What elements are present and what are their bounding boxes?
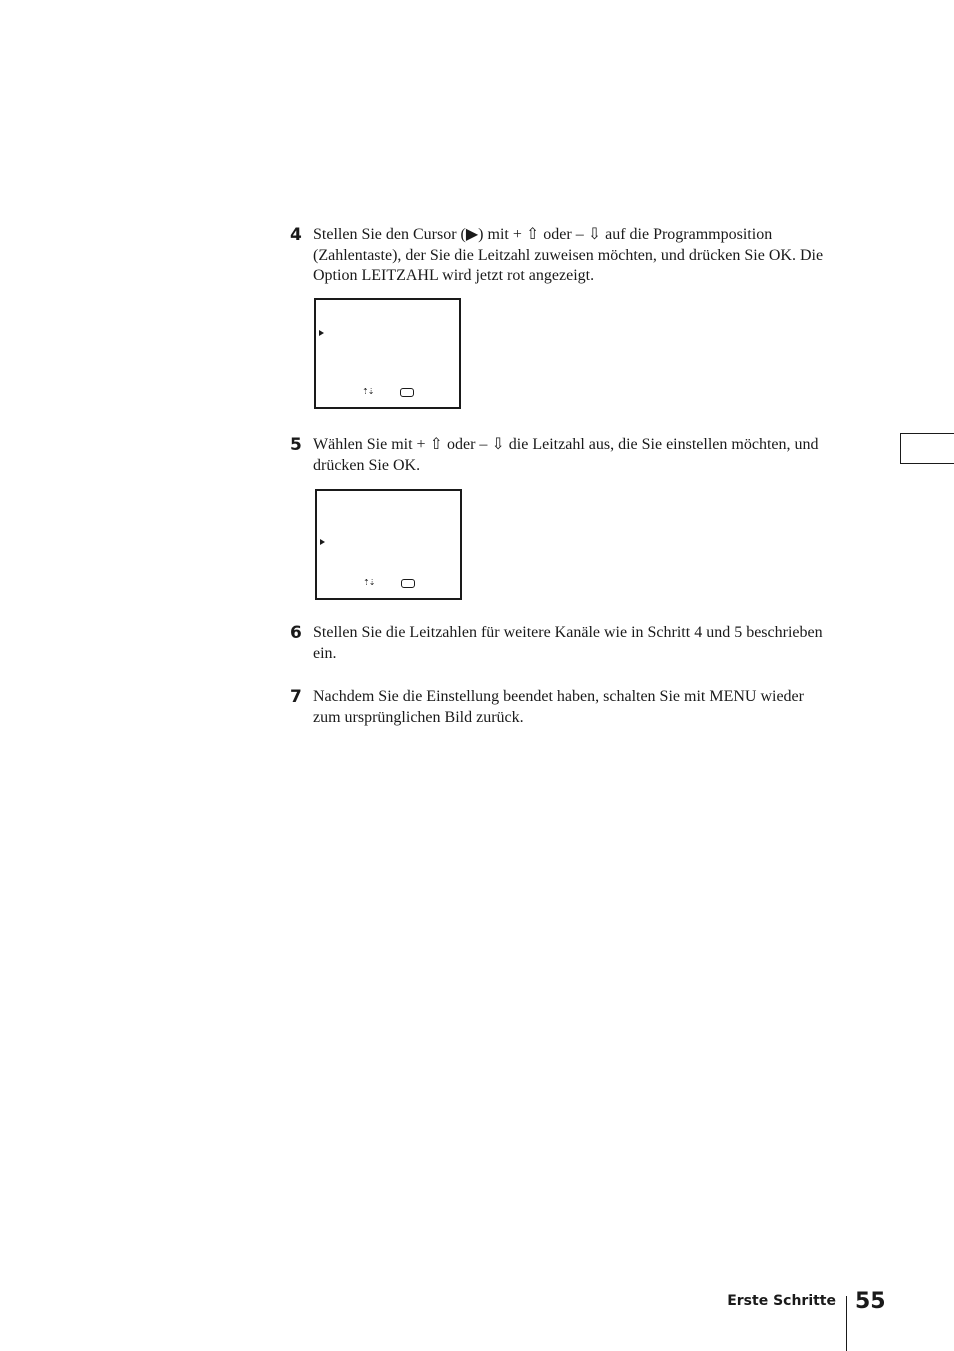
step-text: Stellen Sie den Cursor (▶) mit + ⇧ oder – ⇩ auf die Programmposition (Zahlentaste), der Sie die Leitzahl zuweisen möchten, und drücken Sie OK. Die Option LEITZAHL wird jetzt rot angezeigt. bbox=[313, 226, 824, 284]
step-6 bbox=[290, 623, 830, 664]
cursor-arrow-icon bbox=[320, 539, 325, 545]
step-text: Stellen Sie die Leitzahlen für weitere Kanäle wie in Schritt 4 und 5 beschrieben ein. bbox=[313, 624, 823, 662]
step-5 bbox=[290, 435, 830, 476]
screen-illustration-step-5 bbox=[315, 489, 462, 600]
step-number: 7 bbox=[290, 687, 302, 707]
screen-illustration-step-4 bbox=[314, 298, 461, 409]
section-tab-marker bbox=[900, 433, 954, 464]
ok-button-icon bbox=[401, 579, 415, 588]
page-number: 55 bbox=[855, 1289, 886, 1314]
step-number: 5 bbox=[290, 435, 302, 455]
up-down-arrows-icon: ⇡⇣ bbox=[362, 387, 374, 396]
footer-section-title: Erste Schritte bbox=[727, 1293, 836, 1309]
step-text: Nachdem Sie die Einstellung beendet haben, schalten Sie mit MENU wieder zum ursprünglichen Bild zurück. bbox=[313, 688, 804, 726]
step-7 bbox=[290, 687, 830, 728]
up-down-arrows-icon: ⇡⇣ bbox=[363, 578, 375, 587]
step-4 bbox=[290, 225, 830, 287]
step-number: 6 bbox=[290, 623, 302, 643]
cursor-arrow-icon bbox=[319, 330, 324, 336]
step-text: Wählen Sie mit + ⇧ oder – ⇩ die Leitzahl aus, die Sie einstellen möchten, und drücken Sie OK. bbox=[313, 436, 819, 474]
footer-divider bbox=[846, 1296, 847, 1351]
step-number: 4 bbox=[290, 225, 302, 245]
ok-button-icon bbox=[400, 388, 414, 397]
